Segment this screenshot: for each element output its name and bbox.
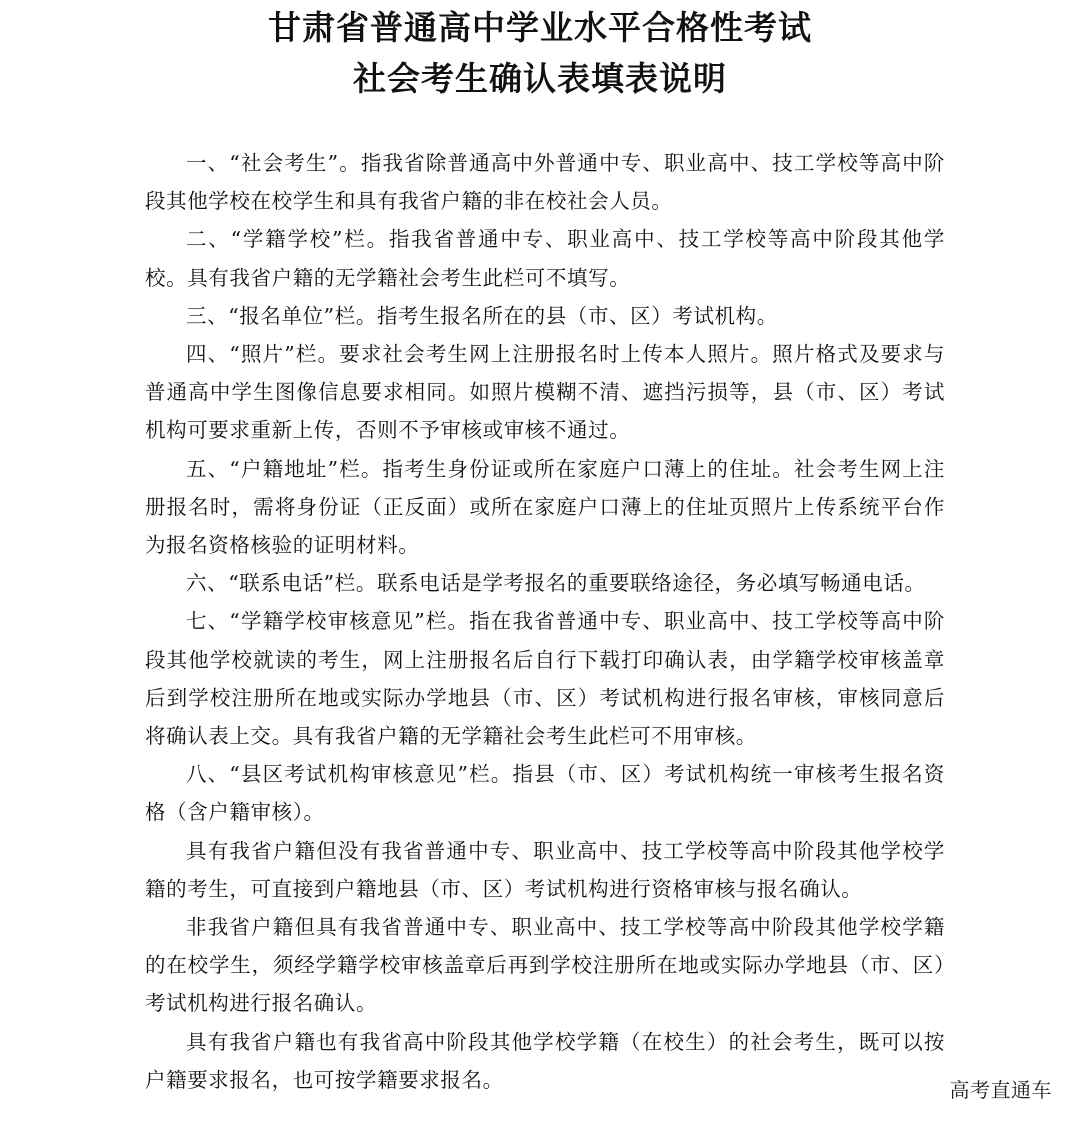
paragraph-10-non-household-with-school: 非我省户籍但具有我省普通中专、职业高中、技工学校等高中阶段其他学校学籍的在校学生，须经学籍学校审核盖章后再到学校注册所在地或实际办学地县（市、区）考试机构进行报名确认。: [145, 915, 945, 1016]
document-title-line-1: 甘肃省普通高中学业水平合格性考试: [268, 8, 812, 47]
paragraph-9-household-no-school: 具有我省户籍但没有我省普通中专、职业高中、技工学校等高中阶段其他学校学籍的考生，可直接到户籍地县（市、区）考试机构进行资格审核与报名确认。: [145, 838, 945, 901]
document-title-line-2: 社会考生确认表填表说明: [353, 59, 727, 98]
paragraph-6-contact-phone: 六、“联系电话”栏。联系电话是学考报名的重要联络途径，务必填写畅通电话。: [186, 571, 926, 596]
paragraph-11-both: 具有我省户籍也有我省高中阶段其他学校学籍（在校生）的社会考生，既可以按户籍要求报名，也可按学籍要求报名。: [145, 1029, 945, 1092]
paragraph-8-county-review: 八、“县区考试机构审核意见”栏。指县（市、区）考试机构统一审核考生报名资格（含户籍审核）。: [145, 762, 945, 825]
paragraph-5-household-address: 五、“户籍地址”栏。指考生身份证或所在家庭户口薄上的住址。社会考生网上注册报名时，需将身份证（正反面）或所在家庭户口薄上的住址页照片上传系统平台作为报名资格核验的证明材料。: [145, 456, 945, 558]
paragraph-7-school-review: 七、“学籍学校审核意见”栏。指在我省普通中专、职业高中、技工学校等高中阶段其他学校就读的考生，网上注册报名后自行下载打印确认表，由学籍学校审核盖章后到学校注册所在地或实际办学地县（市、区）考试机构进行报名审核，审核同意后将确认表上交。具有我省户籍的无学籍社会考生此栏可不用审核。: [145, 609, 945, 749]
paragraph-4-photo: 四、“照片”栏。要求社会考生网上注册报名时上传本人照片。照片格式及要求与普通高中学生图像信息要求相同。如照片模糊不清、遮挡污损等，县（市、区）考试机构可要求重新上传，否则不予审核或审核不通过。: [145, 342, 945, 443]
document-body: [145, 144, 945, 1099]
paragraph-2-registered-school: 二、“学籍学校”栏。指我省普通中专、职业高中、技工学校等高中阶段其他学校。具有我省户籍的无学籍社会考生此栏可不填写。: [145, 227, 945, 290]
watermark-text: 高考直通车: [949, 1078, 1052, 1102]
paragraph-3-registration-unit: 三、“报名单位”栏。指考生报名所在的县（市、区）考试机构。: [186, 303, 778, 328]
paragraph-1-social-examinee: 一、“社会考生”。指我省除普通高中外普通中专、职业高中、技工学校等高中阶段其他学校在校学生和具有我省户籍的非在校社会人员。: [145, 151, 945, 214]
